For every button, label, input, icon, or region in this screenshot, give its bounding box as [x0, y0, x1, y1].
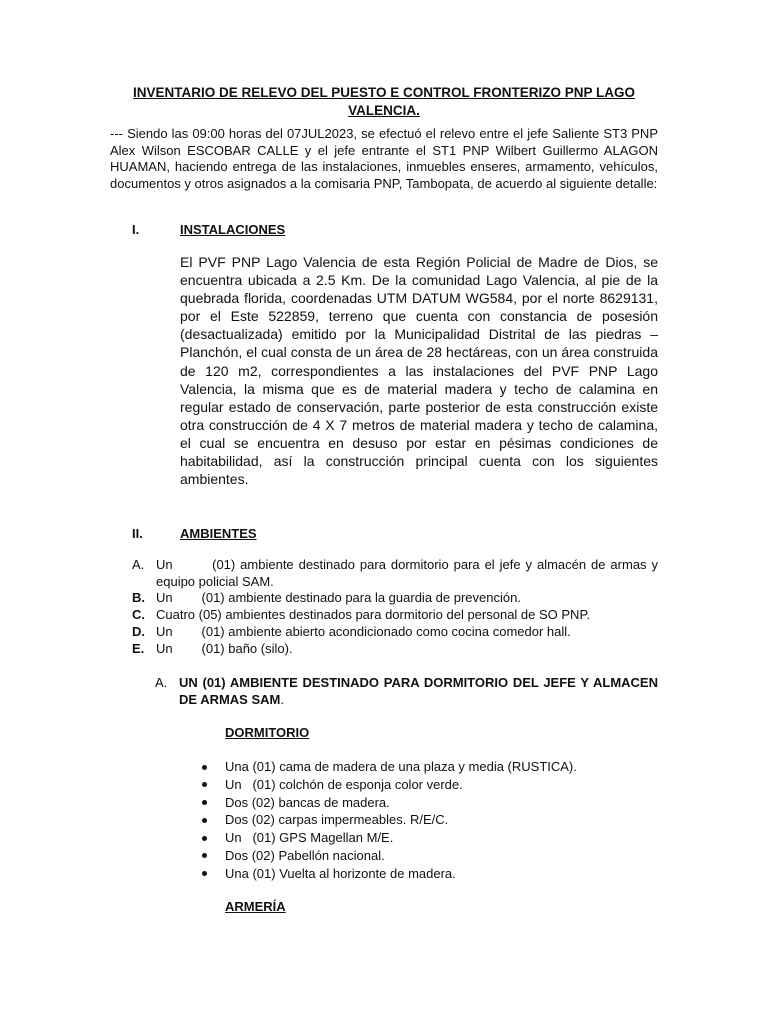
- list-item-text: Un (01) ambiente destinado para dormitorio para el jefe y almacén de armas y equipo policial SAM.: [156, 557, 662, 589]
- list-item-letter: C.: [132, 607, 145, 623]
- dormitorio-list: [200, 758, 577, 883]
- list-item: [200, 829, 577, 847]
- bullet-icon: [202, 853, 207, 858]
- list-item: [200, 847, 577, 865]
- list-item-text: Dos (02) carpas impermeables. R/E/C.: [225, 812, 449, 828]
- intro-paragraph: --- Siendo las 09:00 horas del 07JUL2023, se efectuó el relevo entre el jefe Saliente ST3 PNP Alex Wilson ESCOBAR CALLE y el jefe entrante el ST1 PNP Wilbert Guillermo ALAGON HUAMAN, haciendo entrega de las instalaciones, inmuebles enseres, armamento, vehículos, documentos y otros asignados a la comisaria PNP, Tambopata, de acuerdo al siguiente detalle:: [110, 126, 658, 191]
- document-title: INVENTARIO DE RELEVO DEL PUESTO E CONTROL FRONTERIZO PNP LAGO VALENCIA.: [132, 85, 636, 118]
- list-item-letter: D.: [132, 623, 145, 639]
- subsection-a-letter: A.: [155, 675, 168, 690]
- bullet-icon: [202, 782, 207, 787]
- list-item-text: Dos (02) bancas de madera.: [225, 794, 390, 810]
- ambientes-list: [132, 557, 662, 657]
- bullet-icon: [202, 800, 207, 805]
- list-item: [132, 607, 658, 624]
- subsection-a-heading: [155, 674, 658, 708]
- list-item: [200, 794, 577, 812]
- dormitorio-heading: DORMITORIO: [225, 725, 310, 740]
- section-1-title: INSTALACIONES: [180, 222, 286, 237]
- list-item-letter: A.: [132, 557, 145, 572]
- list-item-text: Un (01) colchón de esponja color verde.: [225, 776, 463, 792]
- list-item: [200, 758, 577, 776]
- armeria-heading: ARMERÍA: [225, 899, 286, 914]
- bullet-icon: [202, 871, 207, 876]
- section-1-body: El PVF PNP Lago Valencia de esta Región Policial de Madre de Dios, se encuentra ubicada a 2.5 Km. De la comunidad Lago Valencia, al pie de la quebrada florida, coordenadas UTM DATUM WG584, por el norte 8629131, por el Este 522859, terreno que cuenta con constancia de posesión (desactualizada) emitido por la Municipalidad Distrital de las piedras – Planchón, el cual consta de un área de 28 hectáreas, con un área construida de 120 m2, correspondientes a las instalaciones del PVF PNP Lago Valencia, la misma que es de material madera y techo de calamina en regular estado de conservación, parte posterior de esta construcción existe otra construcción de 4 X 7 metros de material madera y techo de calamina, el cual se encuentra en desuso por estar en pésimas condiciones de habitabilidad, así la construcción principal cuenta con los siguientes ambientes.: [180, 254, 658, 488]
- list-item-text: Un (01) ambiente abierto acondicionado como cocina comedor hall.: [156, 623, 571, 639]
- list-item-letter: B.: [132, 590, 145, 606]
- section-1-number: I.: [132, 222, 140, 237]
- list-item: [200, 811, 577, 829]
- subsection-a-title: UN (01) AMBIENTE DESTINADO PARA DORMITORIO DEL JEFE Y ALMACEN DE ARMAS SAM: [179, 675, 658, 707]
- list-item-text: Una (01) cama de madera de una plaza y media (RUSTICA).: [225, 759, 577, 774]
- subsection-a-suffix: .: [280, 692, 284, 707]
- list-item-text: Un (01) GPS Magellan M/E.: [225, 830, 394, 846]
- list-item-letter: E.: [132, 640, 145, 656]
- bullet-icon: [202, 818, 207, 823]
- list-item: [132, 557, 662, 590]
- list-item: [132, 624, 658, 641]
- list-item-text: Un (01) baño (silo).: [156, 640, 293, 656]
- list-item-text: Una (01) Vuelta al horizonte de madera.: [225, 865, 456, 881]
- list-item-text: Cuatro (05) ambientes destinados para dormitorio del personal de SO PNP.: [156, 607, 591, 623]
- bullet-icon: [202, 836, 207, 841]
- list-item: [200, 776, 577, 794]
- list-item-text: Dos (02) Pabellón nacional.: [225, 847, 385, 863]
- list-item: [200, 865, 577, 883]
- section-2-title: AMBIENTES: [180, 526, 257, 541]
- list-item: [132, 590, 658, 607]
- list-item-text: Un (01) ambiente destinado para la guardia de prevención.: [156, 590, 521, 606]
- section-2-number: II.: [132, 526, 143, 541]
- list-item: [132, 641, 658, 658]
- bullet-icon: [202, 765, 207, 770]
